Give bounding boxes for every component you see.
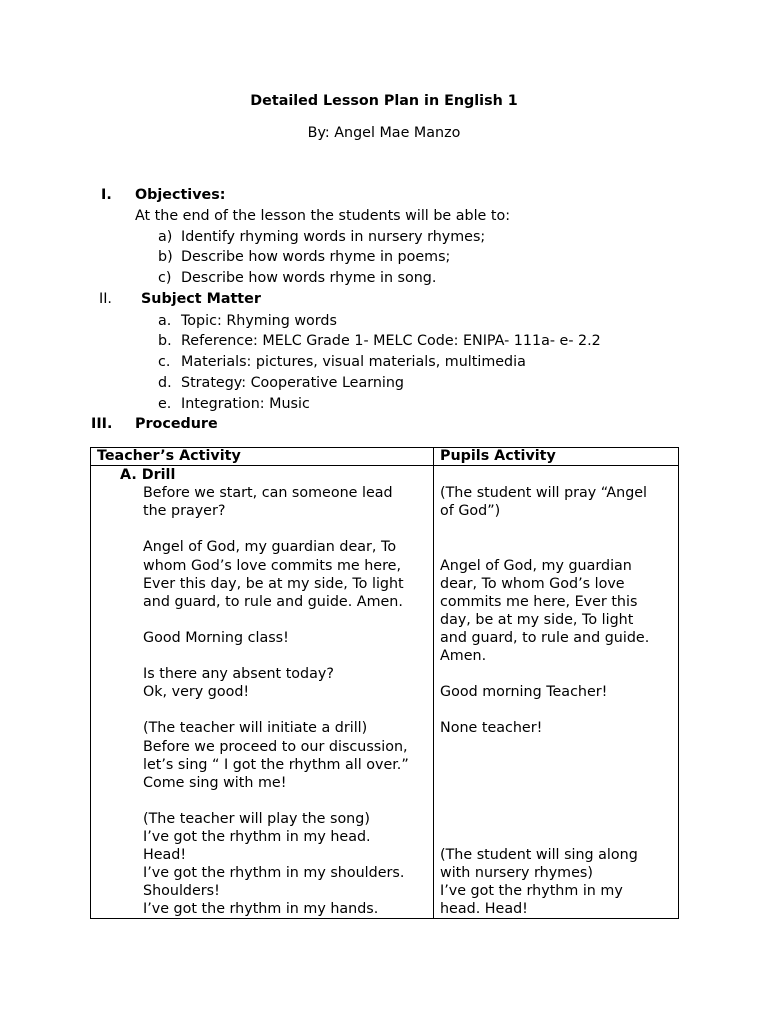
table-row xyxy=(91,466,679,919)
subject-item-text: Strategy: Cooperative Learning xyxy=(181,375,405,391)
objective-text: Identify rhyming words in nursery rhymes; xyxy=(181,229,486,245)
header-cell-teacher xyxy=(91,448,434,466)
teacher-line: Before we start, can someone lead xyxy=(143,485,393,501)
teacher-line: whom God’s love commits me here, xyxy=(143,558,401,574)
objectives-intro: At the end of the lesson the students will be able to: xyxy=(135,208,511,224)
teacher-line: Good Morning class! xyxy=(143,630,289,646)
pupil-line: Amen. xyxy=(440,648,487,664)
pupil-line: None teacher! xyxy=(440,720,543,736)
subject-marker: e. xyxy=(158,396,172,412)
subject-item-text: Reference: MELC Grade 1- MELC Code: ENIPA- 111a- e- 2.2 xyxy=(181,333,601,349)
subject-marker: a. xyxy=(158,313,172,329)
pupil-line: dear, To whom God’s love xyxy=(440,576,625,592)
teacher-line: Head! xyxy=(143,847,187,863)
objective-text: Describe how words rhyme in poems; xyxy=(181,249,451,265)
teacher-line: Before we proceed to our discussion, xyxy=(143,739,408,755)
author-line: By: Angel Mae Manzo xyxy=(307,125,461,141)
pupil-line: Good morning Teacher! xyxy=(440,684,608,700)
pupil-line: head. Head! xyxy=(440,901,528,917)
teacher-line: (The teacher will play the song) xyxy=(143,811,370,827)
teacher-line: I’ve got the rhythm in my shoulders. xyxy=(143,865,405,881)
teacher-line: Shoulders! xyxy=(143,883,220,899)
header-cell-pupils xyxy=(434,448,679,466)
subject-marker: b. xyxy=(158,333,172,349)
subject-item-text: Materials: pictures, visual materials, multimedia xyxy=(181,354,526,370)
objective-text: Describe how words rhyme in song. xyxy=(181,270,437,286)
teacher-line: Is there any absent today? xyxy=(143,666,334,682)
procedure-numeral: III. xyxy=(91,416,113,432)
teacher-line: I’ve got the rhythm in my head. xyxy=(143,829,371,845)
pupil-line: Angel of God, my guardian xyxy=(440,558,632,574)
document-title: Detailed Lesson Plan in English 1 xyxy=(250,93,518,109)
pupil-line: I’ve got the rhythm in my xyxy=(440,883,623,899)
pupil-line: (The student will sing along xyxy=(440,847,638,863)
subject-matter-numeral: II. xyxy=(99,291,112,307)
teacher-line: Ever this day, be at my side, To light xyxy=(143,576,404,592)
objective-marker: c) xyxy=(158,270,172,286)
subject-item-text: Integration: Music xyxy=(181,396,310,412)
objective-marker: a) xyxy=(158,229,173,245)
teacher-line: I’ve got the rhythm in my hands. xyxy=(143,901,379,917)
pupils-activity-cell xyxy=(434,466,679,919)
subject-marker: c. xyxy=(158,354,171,370)
objectives-heading: Objectives: xyxy=(135,187,226,203)
subject-marker: d. xyxy=(158,375,172,391)
teacher-activity-cell xyxy=(91,466,434,919)
teacher-line: let’s sing “ I got the rhythm all over.” xyxy=(143,757,409,773)
teacher-line: Angel of God, my guardian dear, To xyxy=(143,539,397,555)
table-header-row xyxy=(91,448,679,466)
subject-item-text: Topic: Rhyming words xyxy=(181,313,337,329)
pupil-line: and guard, to rule and guide. xyxy=(440,630,650,646)
teacher-line: the prayer? xyxy=(143,503,226,519)
pupil-line: commits me here, Ever this xyxy=(440,594,638,610)
pupils-column-header: Pupils Activity xyxy=(440,448,556,464)
procedure-heading: Procedure xyxy=(135,416,218,432)
teacher-line: (The teacher will initiate a drill) xyxy=(143,720,368,736)
objectives-numeral: I. xyxy=(101,187,112,203)
pupil-line: day, be at my side, To light xyxy=(440,612,634,628)
subject-matter-heading: Subject Matter xyxy=(141,291,261,307)
teacher-line: Come sing with me! xyxy=(143,775,287,791)
pupil-line: (The student will pray “Angel xyxy=(440,485,648,501)
teacher-column-header: Teacher’s Activity xyxy=(97,448,241,464)
pupil-line: with nursery rhymes) xyxy=(440,865,593,881)
teacher-line: Ok, very good! xyxy=(143,684,250,700)
drill-section-label: A. Drill xyxy=(120,467,176,483)
procedure-table xyxy=(90,447,679,919)
pupil-line: of God”) xyxy=(440,503,501,519)
teacher-line: and guard, to rule and guide. Amen. xyxy=(143,594,403,610)
objective-marker: b) xyxy=(158,249,173,265)
